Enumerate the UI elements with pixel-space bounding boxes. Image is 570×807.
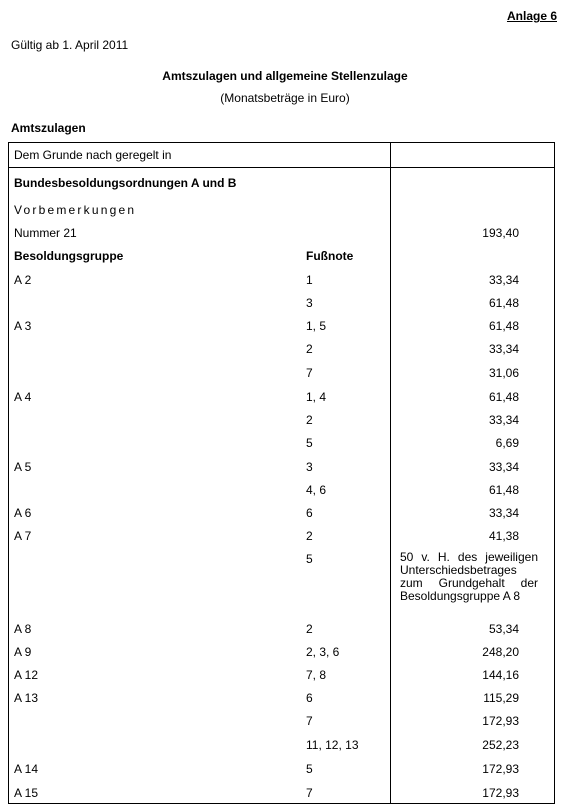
row-footnote: 2: [306, 622, 313, 636]
row-footnote: 11, 12, 13: [306, 738, 359, 752]
row-value: 144,16: [482, 668, 519, 682]
row-footnote: 7: [306, 714, 313, 728]
row-value-note: 50 v. H. des jeweiligen Unterschiedsbetrages zum Grundgehalt der Besoldungsgruppe A 8: [400, 550, 538, 603]
row-footnote: 2: [306, 413, 313, 427]
row-value: 61,48: [488, 483, 519, 497]
row-group: A 8: [14, 622, 32, 636]
table-header-divider: [8, 167, 555, 168]
nummer21-label: Nummer 21: [14, 226, 77, 240]
row-value: 61,48: [488, 319, 519, 333]
nummer21-value: 193,40: [482, 226, 519, 240]
row-value: 53,34: [488, 622, 519, 636]
row-footnote: 6: [306, 691, 313, 705]
row-value: 33,34: [488, 413, 519, 427]
row-footnote: 2: [306, 529, 313, 543]
annex-label: Anlage 6: [506, 9, 557, 23]
row-footnote: 4, 6: [306, 483, 327, 497]
row-group: A 4: [14, 390, 32, 404]
row-group: A 15: [14, 786, 39, 800]
row-footnote: 2: [306, 342, 313, 356]
row-value: 252,23: [482, 738, 519, 752]
preliminary-remarks-label: Vorbemerkungen: [14, 203, 137, 217]
row-value: 33,34: [488, 506, 519, 520]
row-footnote: 5: [306, 436, 313, 450]
row-value: 33,34: [488, 342, 519, 356]
row-value: 115,29: [483, 691, 519, 705]
row-group: A 2: [14, 273, 32, 287]
row-value: 172,93: [482, 786, 519, 800]
col-header-group: Besoldungsgruppe: [14, 249, 124, 263]
row-group: A 5: [14, 460, 32, 474]
row-footnote: 7: [306, 786, 313, 800]
row-value: 61,48: [488, 390, 519, 404]
section-heading: Amtszulagen: [11, 121, 86, 135]
row-footnote: 5: [306, 552, 313, 566]
row-footnote: 1: [306, 273, 313, 287]
row-footnote: 6: [306, 506, 313, 520]
row-group: A 6: [14, 506, 32, 520]
row-group: A 9: [14, 645, 32, 659]
table-column-left-frame: [8, 142, 391, 804]
table-head-cell: Dem Grunde nach geregelt in: [14, 148, 172, 162]
row-footnote: 3: [306, 296, 313, 310]
document-title: Amtszulagen und allgemeine Stellenzulage: [162, 69, 408, 83]
row-footnote: 7, 8: [306, 668, 327, 682]
row-value: 6,69: [495, 436, 519, 450]
row-footnote: 5: [306, 762, 313, 776]
row-value: 61,48: [488, 296, 519, 310]
row-footnote: 7: [306, 366, 313, 380]
row-group: A 14: [14, 762, 39, 776]
table-group-title: Bundesbesoldungsordnungen A und B: [14, 176, 237, 190]
table-column-right-frame: [390, 142, 555, 804]
row-value: 33,34: [488, 460, 519, 474]
row-footnote: 3: [306, 460, 313, 474]
row-footnote: 1, 5: [306, 319, 327, 333]
row-value: 172,93: [482, 714, 519, 728]
row-group: A 3: [14, 319, 32, 333]
row-value: 33,34: [488, 273, 519, 287]
row-value: 41,38: [488, 529, 519, 543]
row-group: A 12: [14, 668, 39, 682]
row-value: 172,93: [482, 762, 519, 776]
row-group: A 13: [14, 691, 39, 705]
row-value: 31,06: [488, 366, 519, 380]
col-header-footnote: Fußnote: [306, 249, 354, 263]
row-footnote: 2, 3, 6: [306, 645, 340, 659]
row-footnote: 1, 4: [306, 390, 327, 404]
row-group: A 7: [14, 529, 32, 543]
valid-from-text: Gültig ab 1. April 2011: [11, 38, 129, 52]
document-subtitle: (Monatsbeträge in Euro): [220, 91, 350, 105]
row-value: 248,20: [482, 645, 519, 659]
